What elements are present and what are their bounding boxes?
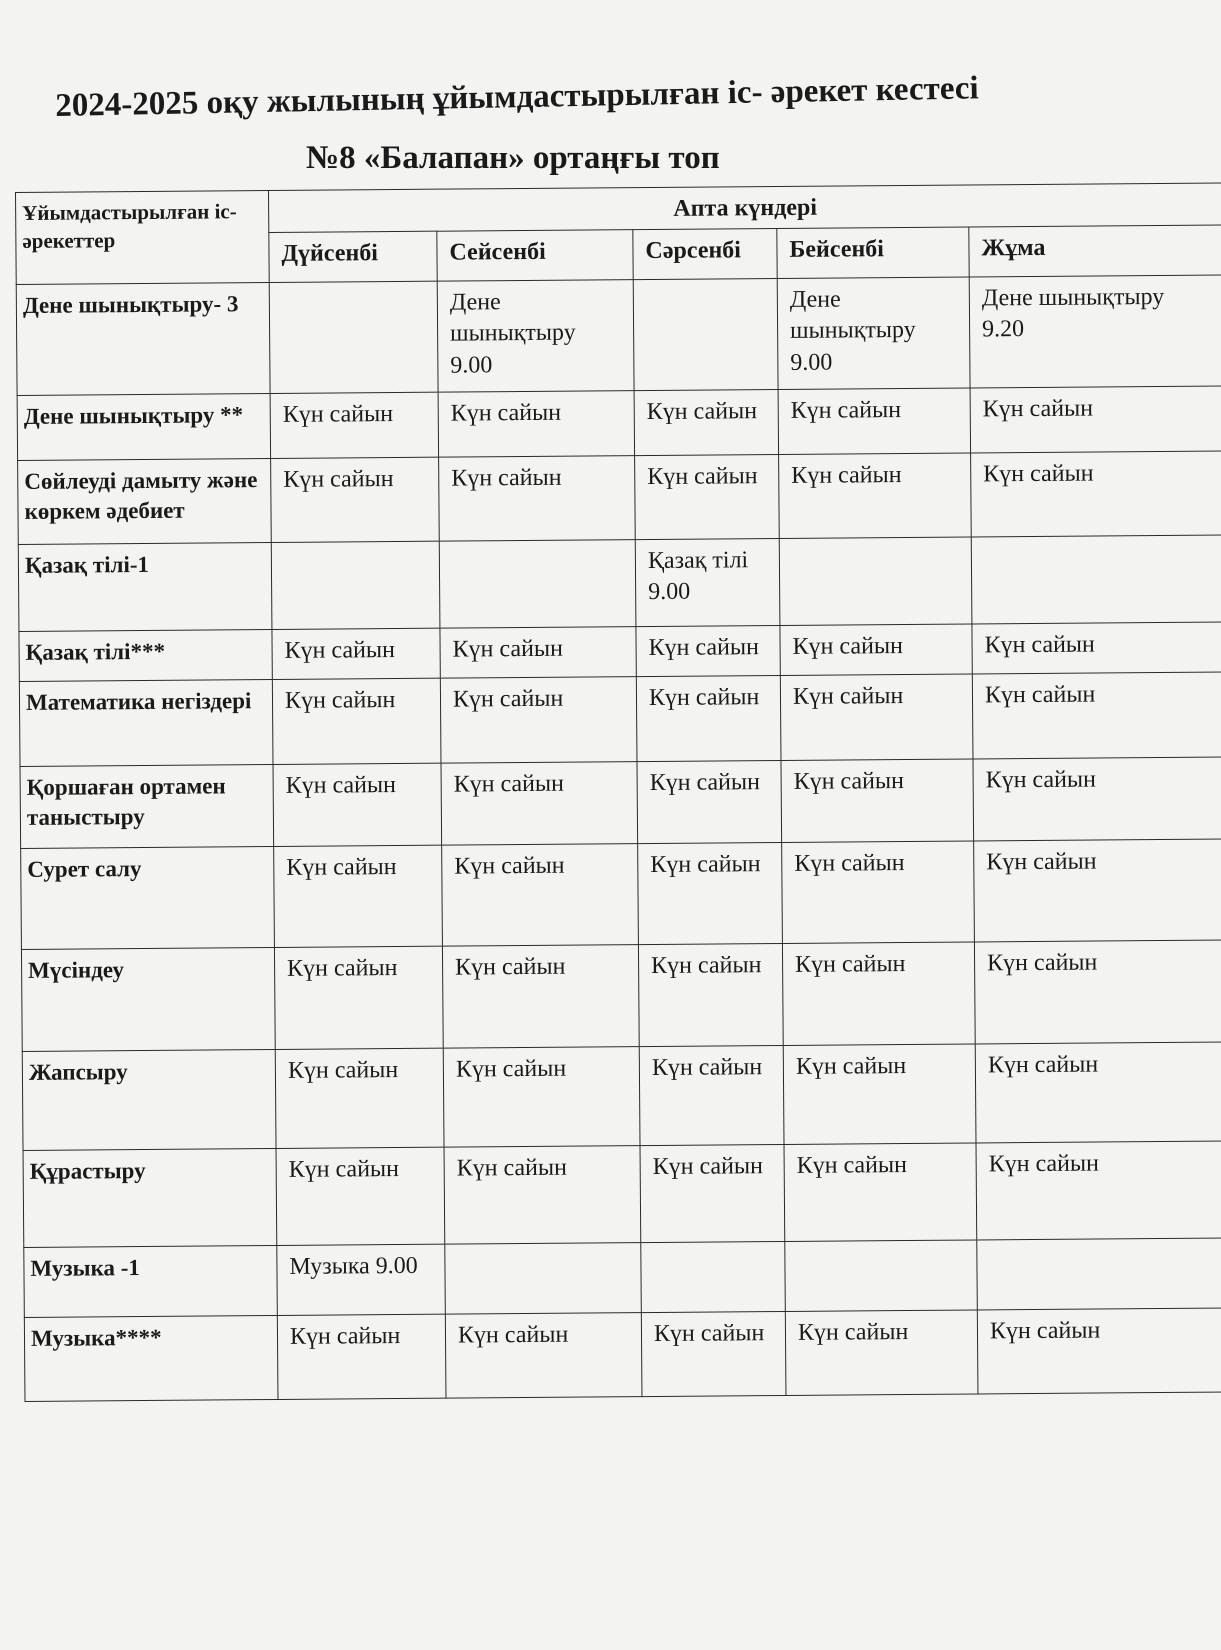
schedule-cell: Күн сайын <box>275 1048 444 1148</box>
day-tuesday: Сейсенбі <box>437 230 633 282</box>
table-row <box>21 839 1221 950</box>
schedule-cell: Күн сайын <box>780 624 972 676</box>
schedule-cell: Күн сайын <box>784 1143 977 1242</box>
activity-name: Қазақ тілі-1 <box>18 543 272 631</box>
schedule-cell: Күн сайын <box>443 1046 640 1147</box>
schedule-cell: Күн сайын <box>977 1308 1221 1394</box>
schedule-cell: Күн сайын <box>635 454 780 540</box>
table-row <box>19 672 1221 766</box>
schedule-cell: Күн сайын <box>270 392 439 459</box>
table-row <box>16 275 1221 395</box>
schedule-cell: Күн сайын <box>783 1044 976 1145</box>
schedule-cell: Күн сайын <box>782 841 975 944</box>
schedule-cell: Күн сайын <box>442 945 639 1048</box>
table-row <box>24 1238 1221 1317</box>
schedule-cell <box>641 1241 786 1312</box>
schedule-cell: Күн сайын <box>272 679 441 765</box>
table-row <box>17 386 1221 461</box>
schedule-cell: Күн сайын <box>641 1311 786 1397</box>
schedule-cell: Күн сайын <box>272 628 440 680</box>
group-title: №8 «Балапан» ортаңғы топ <box>306 140 720 176</box>
day-thursday: Бейсенбі <box>777 227 969 279</box>
table-row <box>21 940 1221 1051</box>
schedule-cell: Күн сайын <box>778 388 971 455</box>
day-monday: Дүйсенбі <box>269 231 437 282</box>
schedule-cell: Күн сайын <box>441 761 638 845</box>
schedule-cell: Күн сайын <box>972 622 1221 675</box>
schedule-cell <box>633 279 778 390</box>
schedule-cell: Күн сайын <box>274 947 443 1050</box>
schedule-cell: Күн сайын <box>976 1141 1221 1240</box>
activity-name: Сурет салу <box>21 847 275 950</box>
schedule-cell: Дене шынықтыру 9.20 <box>969 275 1221 387</box>
schedule-cell: Күн сайын <box>440 626 636 678</box>
schedule-cell <box>971 535 1221 623</box>
schedule-cell: Күн сайын <box>440 677 637 763</box>
schedule-cell <box>785 1240 978 1311</box>
schedule-cell <box>779 537 972 625</box>
schedule-cell: Музыка 9.00 <box>277 1244 446 1315</box>
schedule-cell: Күн сайын <box>974 839 1221 942</box>
schedule-cell: Күн сайын <box>972 672 1221 758</box>
schedule-cell: Күн сайын <box>973 757 1221 841</box>
schedule-cell: Күн сайын <box>637 760 782 843</box>
schedule-cell: Күн сайын <box>439 456 636 542</box>
activity-name: Математика негіздері <box>19 680 273 766</box>
schedule-cell: Күн сайын <box>781 759 974 843</box>
schedule-cell: Күн сайын <box>785 1310 978 1396</box>
document-title: 2024-2025 оқу жылының ұйымдастырылған іс- әрекет кестесі <box>55 70 979 124</box>
activity-name: Құрастыру <box>23 1148 277 1247</box>
schedule-cell: Дене шынықтыру 9.00 <box>777 277 970 389</box>
activity-name: Сөйлеуді дамыту және көркем әдебиет <box>18 458 272 544</box>
table-row <box>22 1042 1221 1151</box>
schedule-cell: Күн сайын <box>640 1144 785 1242</box>
activities-header: Ұйымдастырылған іс- әрекеттер <box>16 191 270 285</box>
schedule-cell: Күн сайын <box>276 1147 445 1245</box>
day-friday: Жұма <box>969 225 1221 277</box>
activity-name: Қоршаған ортамен таныстыру <box>20 764 274 848</box>
schedule-cell: Күн сайын <box>273 763 442 847</box>
activity-name: Жапсыру <box>22 1049 276 1150</box>
activity-name: Дене шынықтыру- 3 <box>16 283 270 395</box>
table-row <box>18 451 1221 545</box>
weekdays-header: Апта күндері <box>268 183 1221 233</box>
schedule-cell: Күн сайын <box>636 676 781 762</box>
schedule-table <box>15 183 1221 1402</box>
schedule-body <box>16 275 1221 1401</box>
schedule-cell: Күн сайын <box>975 1042 1221 1143</box>
activity-name: Музыка -1 <box>24 1245 278 1317</box>
schedule-cell: Күн сайын <box>780 674 973 760</box>
table-row <box>24 1308 1221 1402</box>
schedule-cell: Күн сайын <box>638 843 783 945</box>
schedule-cell: Күн сайын <box>274 845 443 948</box>
schedule-cell <box>445 1243 642 1314</box>
table-row <box>20 757 1221 849</box>
day-wednesday: Сәрсенбі <box>633 229 777 280</box>
schedule-cell <box>977 1238 1221 1310</box>
schedule-cell: Күн сайын <box>444 1145 641 1244</box>
activity-name: Музыка**** <box>24 1315 278 1401</box>
schedule-cell: Күн сайын <box>442 844 639 947</box>
schedule-cell: Күн сайын <box>971 451 1221 537</box>
activity-name: Қазақ тілі*** <box>19 629 272 682</box>
schedule-cell: Күн сайын <box>636 625 780 677</box>
schedule-cell: Күн сайын <box>634 389 779 456</box>
schedule-cell <box>269 281 438 393</box>
table-row <box>23 1141 1221 1248</box>
table-row <box>18 535 1221 631</box>
activity-name: Мүсіндеу <box>21 948 275 1051</box>
schedule-cell: Қазақ тілі 9.00 <box>635 539 780 627</box>
schedule-cell <box>439 540 636 628</box>
schedule-cell: Күн сайын <box>974 940 1221 1043</box>
schedule-cell <box>271 541 440 629</box>
schedule-cell: Күн сайын <box>970 386 1221 453</box>
schedule-cell: Күн сайын <box>271 457 440 543</box>
schedule-cell: Күн сайын <box>638 944 783 1046</box>
activity-name: Дене шынықтыру ** <box>17 393 271 460</box>
schedule-cell: Күн сайын <box>277 1314 446 1400</box>
schedule-cell: Күн сайын <box>639 1045 784 1145</box>
schedule-cell: Күн сайын <box>445 1312 642 1398</box>
schedule-cell: Күн сайын <box>779 453 972 539</box>
schedule-cell: Күн сайын <box>438 390 635 457</box>
schedule-cell: Дене шынықтыру 9.00 <box>437 280 634 392</box>
schedule-cell: Күн сайын <box>782 942 975 1045</box>
